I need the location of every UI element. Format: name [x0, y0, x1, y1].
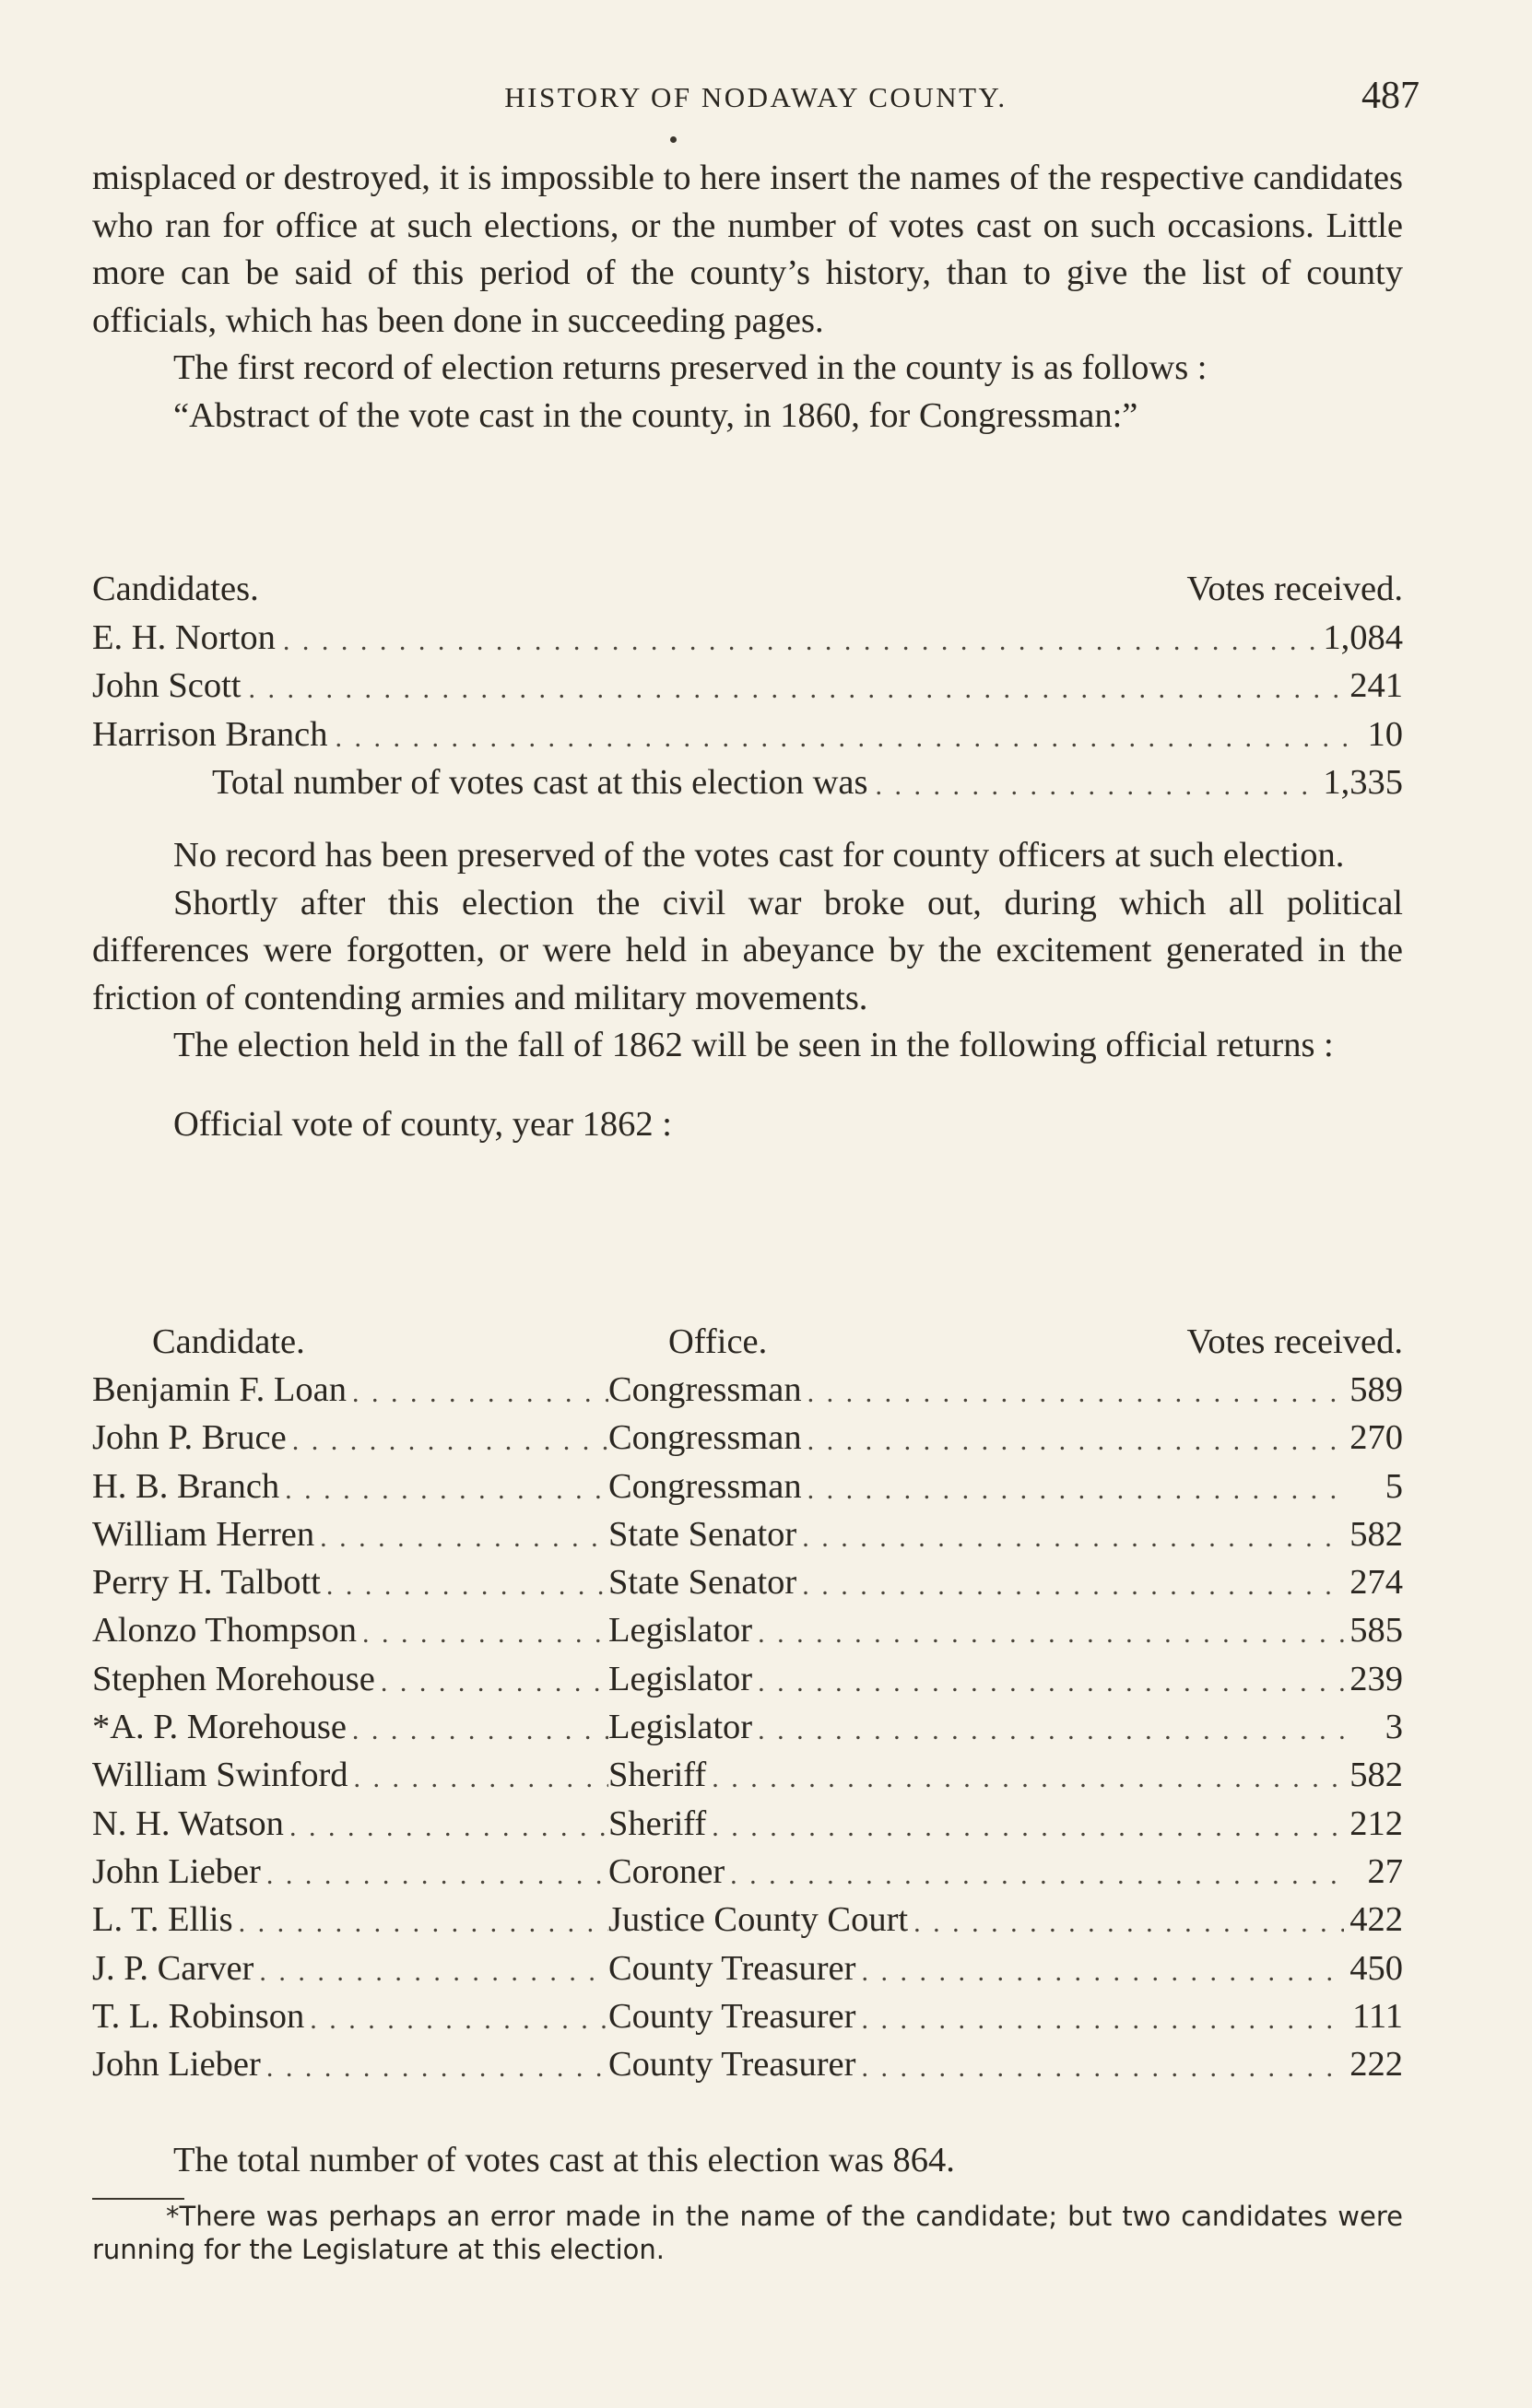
- col-candidate: Candidate.: [152, 1322, 305, 1361]
- candidate-name: E. H. Norton: [92, 614, 277, 663]
- dot-leader: [708, 1751, 1344, 1799]
- candidate-name: John Lieber: [92, 1848, 263, 1896]
- footnote: [92, 2200, 1403, 2266]
- table-row: [92, 1655, 1403, 1703]
- dot-leader: [804, 1414, 1344, 1462]
- dot-leader: [377, 1655, 608, 1703]
- paragraph-1862-election: The election held in the fall of 1862 will be seen in the following official returns :: [173, 1026, 1334, 1064]
- dot-leader: [323, 1558, 608, 1606]
- dot-leader: [726, 1848, 1344, 1896]
- candidate-cell: [92, 1896, 608, 1944]
- votes-received: 582: [1344, 1510, 1403, 1558]
- candidate-cell: [92, 1606, 608, 1654]
- dot-leader: [348, 1703, 608, 1751]
- dot-leader: [754, 1655, 1344, 1703]
- candidate-cell: [92, 1848, 608, 1896]
- dot-leader: [235, 1896, 608, 1944]
- office-name: Congressman: [608, 1414, 804, 1462]
- office-name: Coroner: [608, 1848, 726, 1896]
- total-value: 1,335: [1319, 758, 1403, 807]
- office-cell: [608, 1366, 1403, 1414]
- candidate-name: William Swinford: [92, 1751, 350, 1799]
- paragraph-total-864: The total number of votes cast at this election was 864.: [173, 2141, 955, 2179]
- office-cell: [608, 1992, 1403, 2040]
- candidate-name: J. P. Carver: [92, 1944, 255, 1992]
- candidate-name: T. L. Robinson: [92, 1992, 306, 2040]
- candidate-cell: [92, 1800, 608, 1848]
- dot-leader: [798, 1558, 1344, 1606]
- votes-received: 589: [1344, 1366, 1403, 1414]
- dot-leader: [857, 1992, 1344, 2040]
- dot-leader: [348, 1366, 608, 1414]
- table-row: [92, 1366, 1403, 1414]
- office-name: State Senator: [608, 1558, 798, 1606]
- dot-leader: [277, 614, 1319, 663]
- table-1860-congress: [92, 565, 1403, 807]
- table-row: [92, 1896, 1403, 1944]
- dot-leader: [359, 1606, 608, 1654]
- footnote-text: *There was perhaps an error made in the name of the candidate; but two candidates were running for the Legislature at this election.: [92, 2201, 1403, 2265]
- office-name: County Treasurer: [608, 2040, 857, 2088]
- dot-leader: [708, 1800, 1344, 1848]
- paragraph-official-vote: Official vote of county, year 1862 :: [173, 1104, 672, 1144]
- office-name: County Treasurer: [608, 1992, 857, 2040]
- col-candidates: Candidates.: [92, 570, 259, 608]
- candidate-name: Stephen Morehouse: [92, 1655, 377, 1703]
- candidate-name: Perry H. Talbott: [92, 1558, 323, 1606]
- candidate-name: Benjamin F. Loan: [92, 1366, 348, 1414]
- running-title: HISTORY OF NODAWAY COUNTY.: [504, 81, 1008, 113]
- office-cell: [608, 1655, 1403, 1703]
- office-cell: [608, 1703, 1403, 1751]
- candidate-cell: [92, 1414, 608, 1462]
- dot-leader: [255, 1944, 608, 1992]
- dot-leader: [263, 2040, 608, 2088]
- candidate-name: Harrison Branch: [92, 711, 330, 759]
- candidate-name: John P. Bruce: [92, 1414, 289, 1462]
- candidate-cell: [92, 1510, 608, 1558]
- table-1862-official-vote: [92, 1318, 1403, 2088]
- table-header: [92, 1318, 1403, 1366]
- table-row: [92, 1751, 1403, 1799]
- dot-leader: [243, 662, 1347, 711]
- paragraph-continuation: misplaced or destroyed, it is impossible to here insert the names of the respective candidates who ran for office at such elections, or the number of votes cast on such occasions. Little more can be said of this period of the county’s history, than to give the list of county officials, which has been done in succeeding pages.: [92, 159, 1403, 340]
- table-row: [92, 662, 1403, 711]
- col-votes-received: Votes received.: [1186, 1322, 1403, 1361]
- votes-received: 450: [1344, 1944, 1403, 1992]
- dot-leader: [350, 1751, 608, 1799]
- dot-leader: [263, 1848, 608, 1896]
- table-row: [92, 1800, 1403, 1848]
- office-cell: [608, 1462, 1403, 1510]
- office-name: Legislator: [608, 1655, 754, 1703]
- table-row: [92, 1462, 1403, 1510]
- office-name: Congressman: [608, 1462, 804, 1510]
- votes-received: 274: [1344, 1558, 1403, 1606]
- dot-leader: [870, 758, 1320, 807]
- votes-received: 241: [1346, 662, 1403, 711]
- table-row: [92, 2040, 1403, 2088]
- table-header: [92, 565, 1403, 614]
- office-cell: [608, 1944, 1403, 1992]
- paragraph-civil-war: Shortly after this election the civil war broke out, during which all political differences were forgotten, or were held in abeyance by the excitement generated in the friction of contending armies and military movements.: [92, 883, 1403, 1017]
- candidate-name: L. T. Ellis: [92, 1896, 235, 1944]
- candidate-name: Alonzo Thompson: [92, 1606, 359, 1654]
- intro-text: [92, 155, 1403, 440]
- candidate-name: William Herren: [92, 1510, 316, 1558]
- paragraph-no-record: No record has been preserved of the votes cast for county officers at such election.: [173, 836, 1345, 875]
- paragraph-abstract-caption: “Abstract of the vote cast in the county, in 1860, for Congressman:”: [173, 395, 1138, 435]
- dot-leader: [754, 1606, 1344, 1654]
- candidate-cell: [92, 1992, 608, 2040]
- table-row: [92, 1992, 1403, 2040]
- dot-leader: [857, 1944, 1344, 1992]
- table-row: [92, 614, 1403, 663]
- votes-received: 582: [1344, 1751, 1403, 1799]
- office-cell: [608, 1751, 1403, 1799]
- office-name: Sheriff: [608, 1751, 708, 1799]
- votes-received: 3: [1344, 1703, 1403, 1751]
- votes-received: 5: [1344, 1462, 1403, 1510]
- candidate-name: N. H. Watson: [92, 1800, 286, 1848]
- table-row: [92, 1510, 1403, 1558]
- candidate-cell: [92, 1703, 608, 1751]
- office-name: County Treasurer: [608, 1944, 857, 1992]
- candidate-cell: [92, 1558, 608, 1606]
- dot-leader: [316, 1510, 608, 1558]
- col-office: Office.: [668, 1322, 768, 1361]
- office-name: Justice County Court: [608, 1896, 910, 1944]
- office-name: Congressman: [608, 1366, 804, 1414]
- candidate-name: H. B. Branch: [92, 1462, 281, 1510]
- col-votes-received: Votes received.: [1186, 570, 1403, 608]
- table-row: [92, 1414, 1403, 1462]
- table-row: [92, 1606, 1403, 1654]
- office-name: Legislator: [608, 1606, 754, 1654]
- table-row: [92, 1848, 1403, 1896]
- votes-received: 1,084: [1319, 614, 1403, 663]
- dot-leader: [306, 1992, 608, 2040]
- votes-received: 422: [1344, 1896, 1403, 1944]
- candidate-cell: [92, 1655, 608, 1703]
- page-number: 487: [1361, 75, 1420, 117]
- candidate-name: *A. P. Morehouse: [92, 1703, 348, 1751]
- table-row: [92, 1558, 1403, 1606]
- table-row: [92, 1944, 1403, 1992]
- office-cell: [608, 2040, 1403, 2088]
- office-cell: [608, 1606, 1403, 1654]
- table-row: [92, 711, 1403, 759]
- candidate-cell: [92, 1462, 608, 1510]
- office-cell: [608, 1800, 1403, 1848]
- votes-received: 111: [1344, 1992, 1403, 2040]
- dot-leader: [281, 1462, 608, 1510]
- office-cell: [608, 1510, 1403, 1558]
- candidate-cell: [92, 1751, 608, 1799]
- dot-leader: [804, 1462, 1344, 1510]
- dot-leader: [286, 1800, 608, 1848]
- office-name: Legislator: [608, 1703, 754, 1751]
- votes-received: 270: [1344, 1414, 1403, 1462]
- office-cell: [608, 1558, 1403, 1606]
- office-cell: [608, 1848, 1403, 1896]
- votes-received: 212: [1344, 1800, 1403, 1848]
- total-label: Total number of votes cast at this election was: [212, 758, 870, 807]
- dot-leader: [804, 1366, 1344, 1414]
- dot-leader: [330, 711, 1362, 759]
- total-row: [92, 758, 1403, 807]
- dot-leader: [798, 1510, 1344, 1558]
- office-name: Sheriff: [608, 1800, 708, 1848]
- office-name: State Senator: [608, 1510, 798, 1558]
- office-cell: [608, 1414, 1403, 1462]
- votes-received: 222: [1344, 2040, 1403, 2088]
- page-header: [92, 74, 1420, 129]
- dot-leader: [754, 1703, 1344, 1751]
- votes-received: 585: [1344, 1606, 1403, 1654]
- closing-text: [92, 2136, 1403, 2184]
- dot-leader: [910, 1896, 1344, 1944]
- candidate-name: John Lieber: [92, 2040, 263, 2088]
- dot-leader: [857, 2040, 1344, 2088]
- ink-dot: [670, 136, 677, 143]
- candidate-cell: [92, 1944, 608, 1992]
- middle-text: [92, 832, 1403, 1148]
- votes-received: 27: [1344, 1848, 1403, 1896]
- votes-received: 239: [1344, 1655, 1403, 1703]
- candidate-cell: [92, 1366, 608, 1414]
- candidate-cell: [92, 2040, 608, 2088]
- votes-received: 10: [1362, 711, 1403, 759]
- office-cell: [608, 1896, 1403, 1944]
- table-row: [92, 1703, 1403, 1751]
- dot-leader: [289, 1414, 608, 1462]
- paragraph-first-record: The first record of election returns preserved in the county is as follows :: [173, 348, 1208, 387]
- candidate-name: John Scott: [92, 662, 243, 711]
